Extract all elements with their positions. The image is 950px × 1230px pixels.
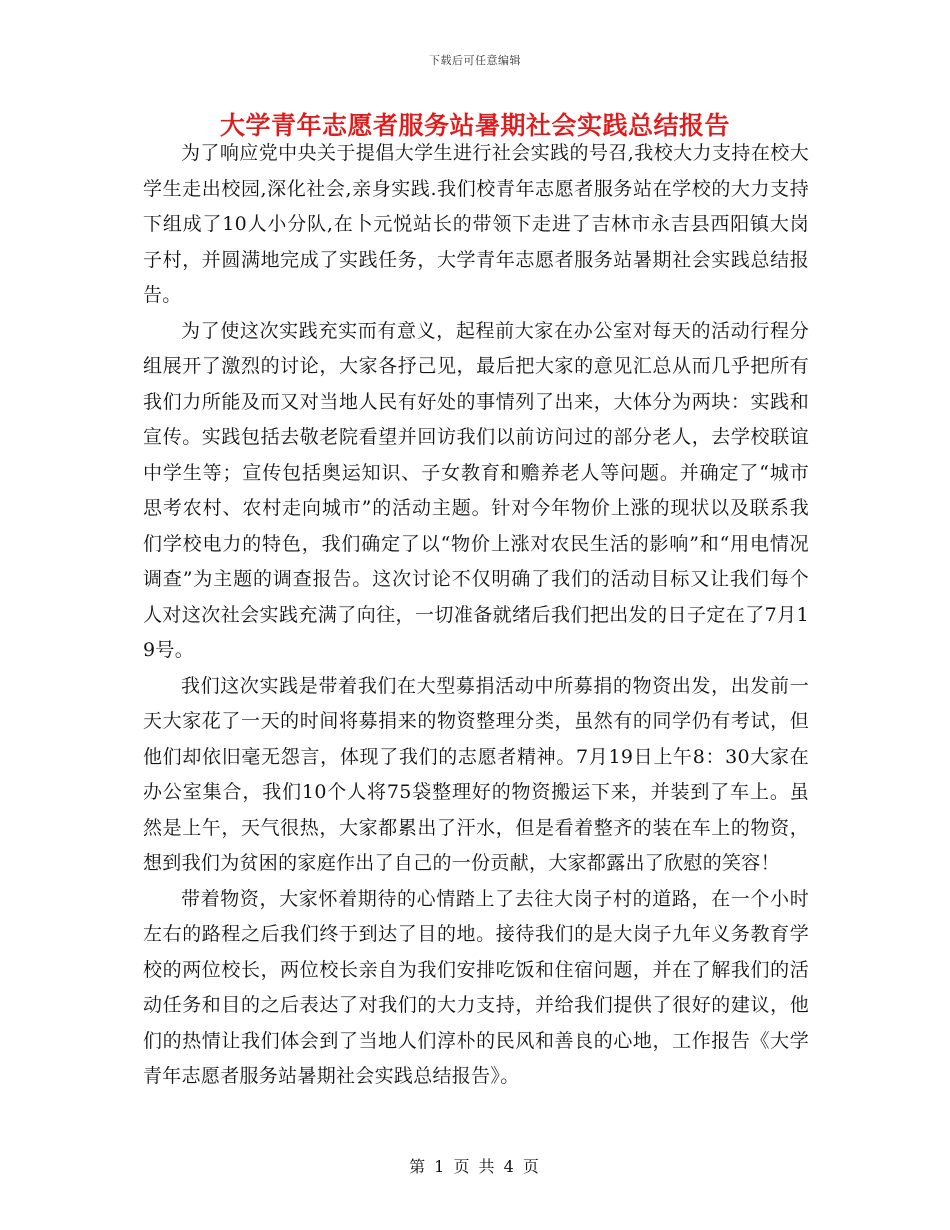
document-body bbox=[143, 136, 809, 1095]
body-paragraph: 带着物资，大家怀着期待的心情踏上了去往大岗子村的道路，在一个小时左右的路程之后我们终于到达了目的地。接待我们的是大岗子九年义务教育学校的两位校长，两位校长亲自为我们安排吃饭和住宿问题，并在了解我们的活动任务和目的之后表达了对我们的大力支持，并给我们提供了很好的建议，他们的热情让我们体会到了当地人们淳朴的民风和善良的心地，工作报告《大学青年志愿者服务站暑期社会实践总结报告》。 bbox=[143, 887, 809, 1087]
page-number-footer: 第 1 页 共 4 页 bbox=[409, 1157, 541, 1176]
body-paragraph: 我们这次实践是带着我们在大型募捐活动中所募捐的物资出发，出发前一天大家花了一天的时间将募捐来的物资整理分类，虽然有的同学仍有考试，但他们却依旧毫无怨言，体现了我们的志愿者精神。7月19日上午8：30大家在办公室集合，我们10个人将75袋整理好的物资搬运下来，并装到了车上。虽然是上午，天气很热，大家都累出了汗水，但是看着整齐的装在车上的物资，想到我们为贫困的家庭作出了自己的一份贡献，大家都露出了欣慰的笑容！ bbox=[143, 674, 809, 874]
document-title: 大学青年志愿者服务站暑期社会实践总结报告 bbox=[219, 111, 730, 140]
body-paragraph: 为了响应党中央关于提倡大学生进行社会实践的号召,我校大力支持在校大学生走出校园,深化社会,亲身实践.我们校青年志愿者服务站在学校的大力支持下组成了10人小分队,在卜元悦站长的带领下走进了吉林市永吉县西阳镇大岗子村，并圆满地完成了实践任务，大学青年志愿者服务站暑期社会实践总结报告。 bbox=[143, 142, 809, 306]
body-paragraph: 为了使这次实践充实而有意义，起程前大家在办公室对每天的活动行程分组展开了激烈的讨论，大家各抒己见，最后把大家的意见汇总从而几乎把所有我们力所能及而又对当地人民有好处的事情列了出来，大体分为两块：实践和宣传。实践包括去敬老院看望并回访我们以前访问过的部分老人，去学校联谊中学生等；宣传包括奥运知识、子女教育和赡养老人等问题。并确定了“城市思考农村、农村走向城市”的活动主题。针对今年物价上涨的现状以及联系我们学校电力的特色，我们确定了以“物价上涨对农民生活的影响”和“用电情况调查”为主题的调查报告。这次讨论不仅明确了我们的活动目标又让我们每个人对这次社会实践充满了向往，一切准备就绪后我们把出发的日子定在了7月19号。 bbox=[143, 319, 809, 661]
page-header-note: 下载后可任意编辑 bbox=[429, 54, 521, 67]
